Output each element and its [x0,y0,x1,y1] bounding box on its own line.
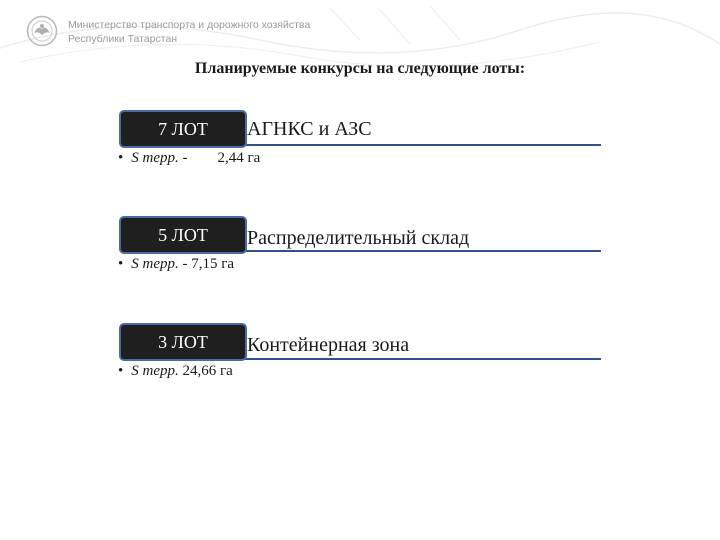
area-label: S терр. [131,256,179,272]
lot-area [118,256,234,273]
area-value: 24,66 га [182,363,233,379]
area-label: S терр. [131,363,179,379]
lot-name: АГНКС и АЗС [247,118,372,140]
lot-label-box: 5 ЛОТ [121,218,245,252]
bullet-icon: • [118,150,124,166]
lot-label-box: 7 ЛОТ [121,112,245,146]
lot-area [118,363,233,380]
bullet-icon: • [118,256,124,272]
bullet-icon: • [118,363,124,379]
slide-title: Планируемые конкурсы на следующие лоты: [194,60,526,77]
tatarstan-emblem-icon [26,15,58,47]
lot-label-box: 3 ЛОТ [121,325,245,359]
area-label: S терр. - [131,150,188,166]
lot-block-3 [0,324,720,414]
ministry-name [68,18,310,46]
lot-name: Контейнерная зона [247,334,410,356]
ministry-line-2: Республики Татарстан [68,33,178,45]
lot-block-7 [0,110,720,200]
area-value: 2,44 га [217,150,261,166]
area-value: - 7,15 га [182,256,235,272]
lot-area [118,150,260,167]
lot-name: Распределительный склад [247,227,470,249]
lot-block-5 [0,218,720,308]
ministry-line-1: Министерство транспорта и дорожного хозяйства [68,19,311,31]
